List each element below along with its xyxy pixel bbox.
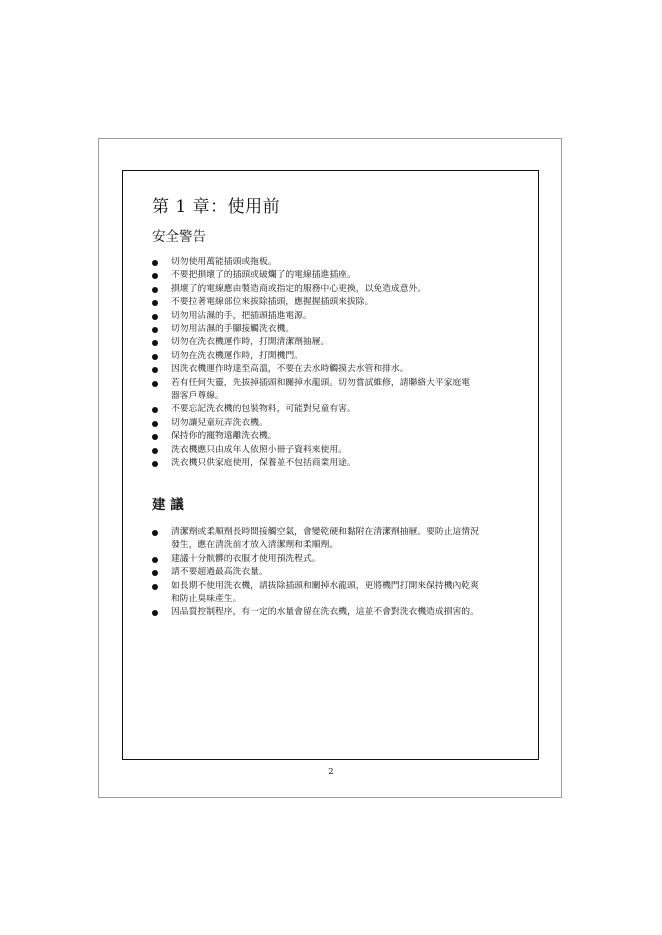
list-item-text: 不要忘記洗衣機的包裝物料，可能對兒童有害。 <box>171 404 356 415</box>
bullet-icon <box>152 381 158 387</box>
list-item <box>152 350 522 363</box>
list-item <box>152 417 522 430</box>
list-item-text: 洗衣機應只由成年人依照小冊子資料來使用。 <box>171 444 347 455</box>
list-item-text: 切勿在洗衣機運作時，打開機門。 <box>171 350 303 361</box>
list-item-text: 建議十分骯髒的衣服才使用預洗程式。 <box>171 553 321 564</box>
list-item-text: 因洗衣機運作時達至高溫，不要在去水時觸摸去水管和排水。 <box>171 364 409 375</box>
bullet-icon <box>152 314 158 320</box>
advice-list <box>152 526 526 620</box>
list-item-text: 保持你的寵物遠離洗衣機。 <box>171 431 277 442</box>
bullet-icon <box>152 610 158 616</box>
list-item-text: 若有任何失靈，先拔掉插頭和關掉水龍頭。切勿嘗試維修，請聯絡大平家庭電 器客戶尊線。 <box>171 377 471 402</box>
list-item-text: 如長期不使用洗衣機，請拔除插頭和關掉水龍頭，更將機門打開來保持機內乾爽 和防止臭味產生。 <box>171 580 479 605</box>
bullet-icon <box>152 530 158 536</box>
list-item-text: 不要把損壞了的插頭或破爛了的電線插進插座。 <box>171 270 356 281</box>
bullet-icon <box>152 273 158 279</box>
page-number: 2 <box>328 767 334 777</box>
list-item <box>152 566 526 579</box>
list-item <box>152 403 522 416</box>
list-item <box>152 606 526 619</box>
list-item <box>152 269 522 282</box>
list-item-text: 切勿用沾濕的手，把插頭插進電源。 <box>171 310 312 321</box>
list-item-text: 切勿使用萬能插頭或拖板。 <box>171 257 277 267</box>
bullet-icon <box>152 557 158 563</box>
list-item <box>152 580 526 607</box>
list-item-text: 切勿用沾濕的手腳接觸洗衣機。 <box>171 324 295 335</box>
list-item <box>152 296 522 309</box>
list-item <box>152 283 522 296</box>
list-item <box>152 336 522 349</box>
bullet-icon <box>152 260 158 266</box>
list-item <box>152 430 522 443</box>
list-item-text: 清潔劑或柔順劑長時間接觸空氣，會變乾硬和黏附在清潔劑抽屜。要防止這情況 發生，應在清洗前才放入清潔劑和柔順劑。 <box>171 527 479 551</box>
bullet-icon <box>152 448 158 454</box>
list-item-text: 請不要超過最高洗衣量。 <box>171 567 268 578</box>
list-item <box>152 323 522 336</box>
list-item-text: 不要拉著電線部位來拔除插頭，應握握插頭來拔除。 <box>171 297 374 308</box>
list-item <box>152 553 526 566</box>
list-item-text: 損壞了的電線應由製造商或指定的服務中心更換，以免造成意外。 <box>171 283 427 294</box>
bullet-icon <box>152 570 158 576</box>
list-item <box>152 310 522 323</box>
advice-section-title: 建 議 <box>152 497 184 513</box>
list-item <box>152 377 522 404</box>
list-item <box>152 363 522 376</box>
list-item <box>152 444 522 457</box>
list-item-text: 因品質控制程序，有一定的水量會留在洗衣機，這並不會對洗衣機造成損害的。 <box>171 607 479 618</box>
bullet-icon <box>152 340 158 346</box>
bullet-icon <box>152 300 158 306</box>
bullet-icon <box>152 584 158 590</box>
bullet-icon <box>152 407 158 413</box>
list-item-text: 切勿讓兒童玩弄洗衣機。 <box>171 417 268 428</box>
list-item <box>152 256 522 269</box>
list-item <box>152 526 526 553</box>
bullet-icon <box>152 287 158 293</box>
bullet-icon <box>152 434 158 440</box>
list-item <box>152 457 522 470</box>
bullet-icon <box>152 461 158 467</box>
list-item-text: 切勿在洗衣機運作時，打開清潔劑抽屜。 <box>171 337 330 348</box>
safety-list <box>152 256 522 471</box>
bullet-icon <box>152 421 158 427</box>
bullet-icon <box>152 367 158 373</box>
list-item-text: 洗衣機只供家庭使用，保養並不包括商業用途。 <box>171 458 356 469</box>
bullet-icon <box>152 354 158 360</box>
chapter-title: 第 1 章：使用前 <box>152 197 281 217</box>
safety-section-title: 安全警告 <box>152 229 206 245</box>
bullet-icon <box>152 327 158 333</box>
